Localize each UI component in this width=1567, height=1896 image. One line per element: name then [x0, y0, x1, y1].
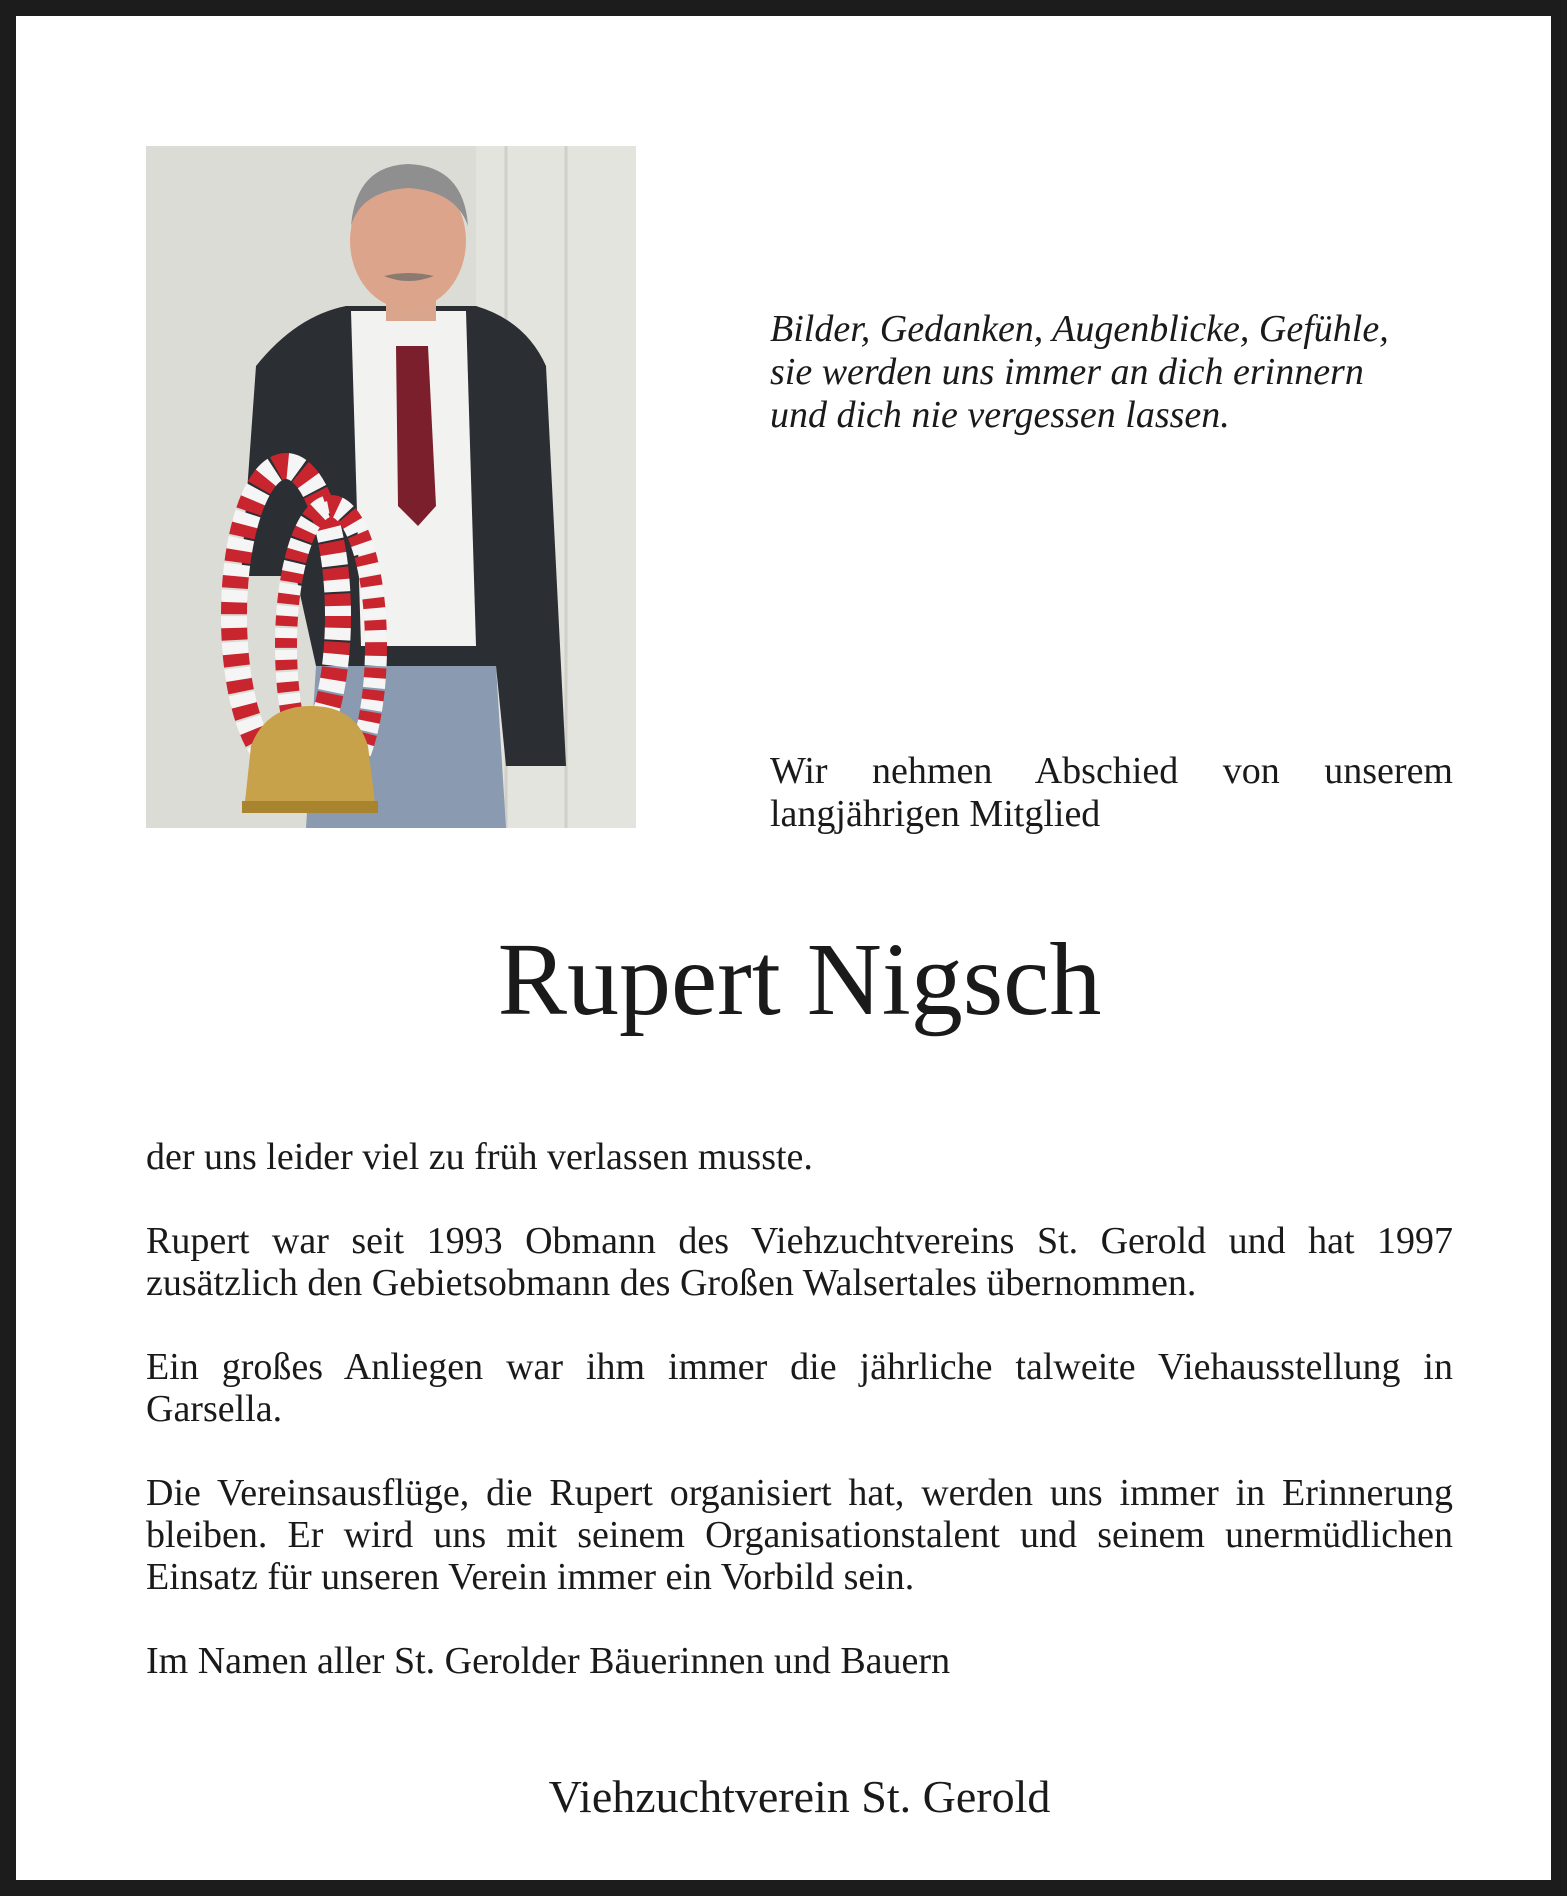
memorial-poem	[770, 308, 1470, 437]
poem-line: und dich nie vergessen lassen.	[770, 394, 1230, 436]
obituary-body	[146, 1136, 1453, 1724]
paragraph: Im Namen aller St. Gerolder Bäuerinnen und Bauern	[146, 1640, 951, 1682]
portrait-photo	[146, 146, 636, 828]
signature-organization: Viehzuchtverein St. Gerold	[548, 1771, 1051, 1822]
poem-line: Bilder, Gedanken, Augenblicke, Gefühle,	[770, 308, 1389, 350]
paragraph: Die Vereinsausflüge, die Rupert organisiert hat, werden uns immer in Erinnerung bleiben. Er wird uns mit seinem Organisationstalent und seinem unermüdlichen Einsatz für unseren Verein immer ein Vorbild sein.	[146, 1472, 1453, 1598]
farewell-text: Wir nehmen Abschied von unserem langjährigen Mitglied	[770, 750, 1453, 835]
deceased-name: Rupert Nigsch	[497, 922, 1102, 1037]
paragraph: Ein großes Anliegen war ihm immer die jährliche talweite Viehausstellung in Garsella.	[146, 1346, 1453, 1430]
poem-line: sie werden uns immer an dich erinnern	[770, 351, 1364, 393]
paragraph: Rupert war seit 1993 Obmann des Viehzuchtvereins St. Gerold und hat 1997 zusätzlich den Gebietsobmann des Großen Walsertales übernommen.	[146, 1220, 1453, 1304]
paragraph: der uns leider viel zu früh verlassen musste.	[146, 1136, 813, 1178]
